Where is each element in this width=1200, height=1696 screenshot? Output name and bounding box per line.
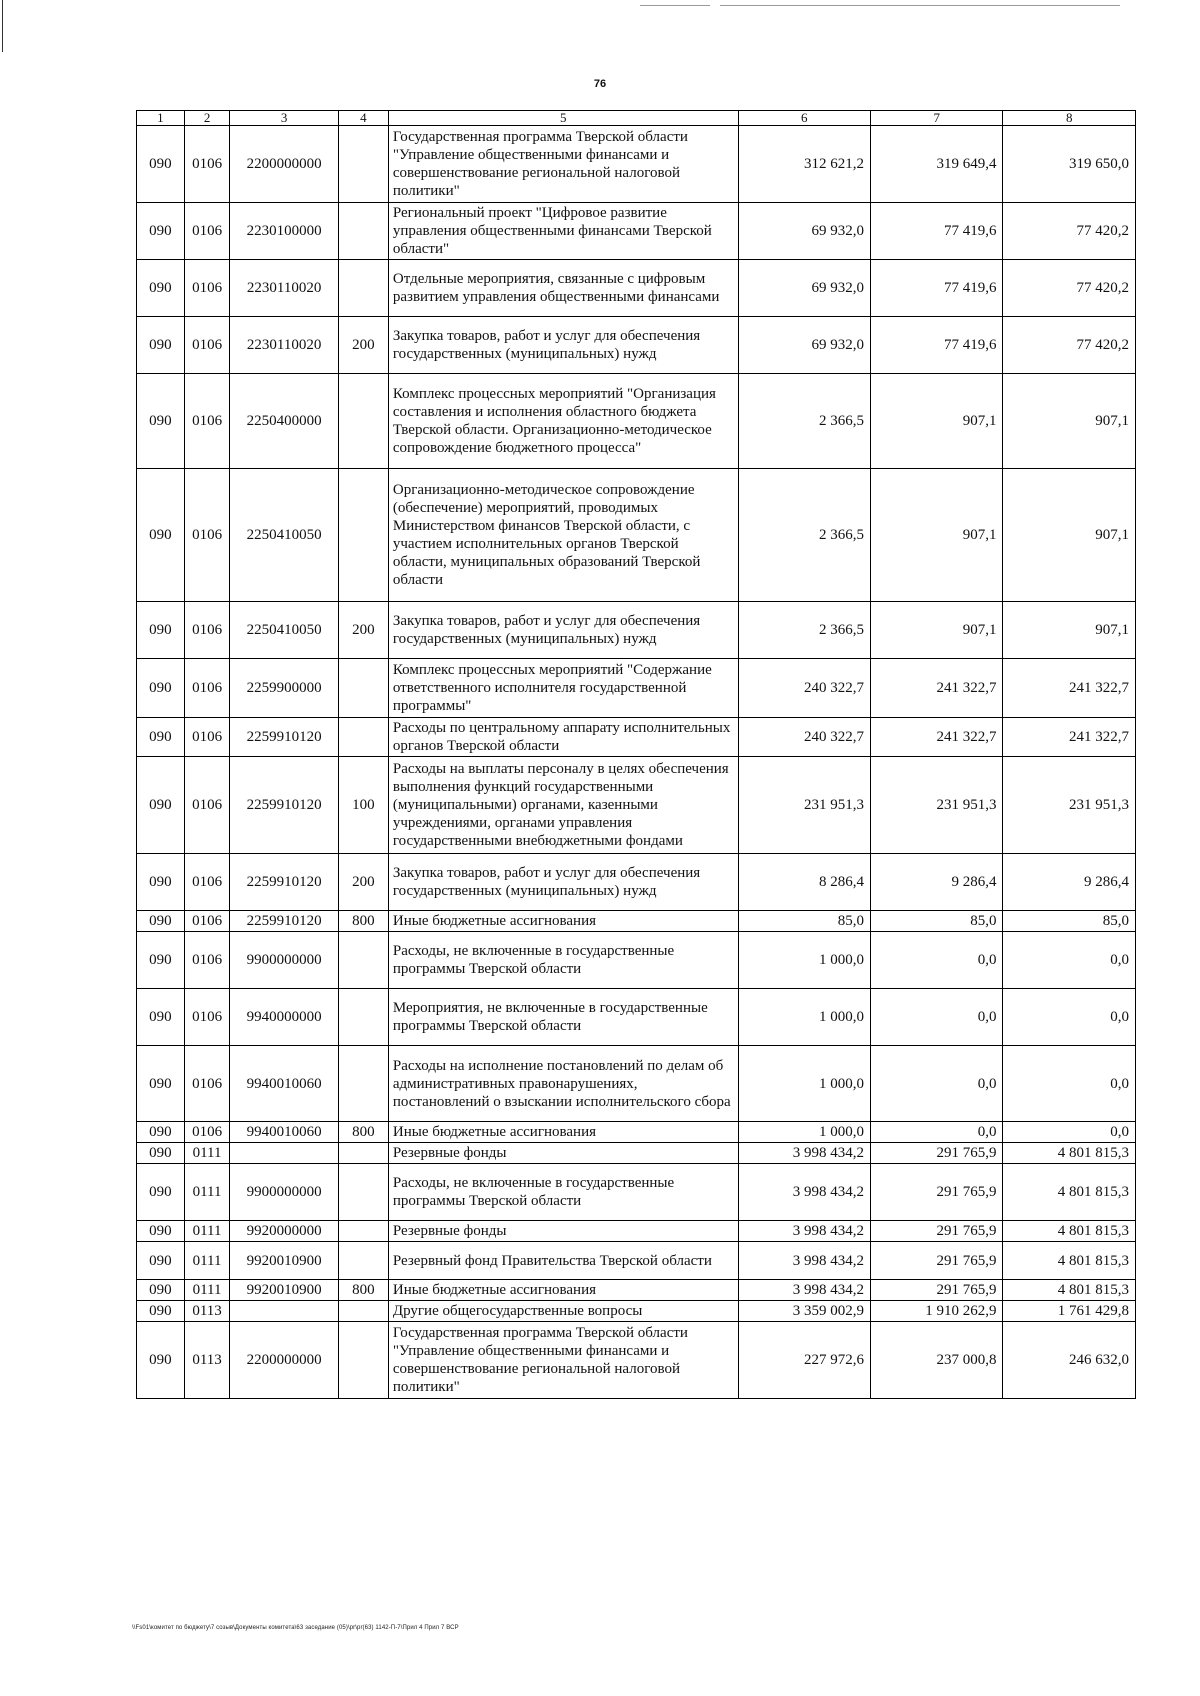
column-header: 6 [738, 111, 870, 126]
expense-type-cell [338, 469, 388, 602]
section-code-cell: 0111 [184, 1143, 230, 1164]
page-number: 76 [593, 78, 607, 90]
target-article-cell: 9940000000 [230, 989, 339, 1046]
amount-year2-cell: 0,0 [870, 989, 1002, 1046]
amount-year3-cell: 4 801 815,3 [1003, 1221, 1136, 1242]
amount-year1-cell: 69 932,0 [738, 317, 870, 374]
amount-year3-cell: 907,1 [1003, 374, 1136, 469]
expense-name-cell: Закупка товаров, работ и услуг для обеспечения государственных (муниципальных) нужд [388, 854, 738, 911]
expense-name-cell: Расходы, не включенные в государственные программы Тверской области [388, 1164, 738, 1221]
amount-year2-cell: 77 419,6 [870, 260, 1002, 317]
amount-year3-cell: 231 951,3 [1003, 757, 1136, 854]
target-article-cell: 9940010060 [230, 1046, 339, 1122]
amount-year3-cell: 907,1 [1003, 469, 1136, 602]
expense-type-cell: 200 [338, 317, 388, 374]
section-code-cell: 0106 [184, 989, 230, 1046]
budget-table [136, 110, 1136, 1399]
amount-year3-cell: 4 801 815,3 [1003, 1164, 1136, 1221]
amount-year2-cell: 291 765,9 [870, 1143, 1002, 1164]
target-article-cell: 2200000000 [230, 1322, 339, 1399]
expense-type-cell [338, 1221, 388, 1242]
ved-code-cell: 090 [137, 1242, 185, 1280]
amount-year2-cell: 291 765,9 [870, 1242, 1002, 1280]
table-row [137, 1322, 1136, 1399]
target-article-cell: 2259910120 [230, 757, 339, 854]
amount-year2-cell: 241 322,7 [870, 659, 1002, 718]
table-row [137, 317, 1136, 374]
amount-year2-cell: 1 910 262,9 [870, 1301, 1002, 1322]
amount-year1-cell: 1 000,0 [738, 989, 870, 1046]
amount-year2-cell: 907,1 [870, 602, 1002, 659]
amount-year2-cell: 291 765,9 [870, 1221, 1002, 1242]
target-article-cell: 9920010900 [230, 1242, 339, 1280]
table-row [137, 260, 1136, 317]
expense-name-cell: Государственная программа Тверской области "Управление общественными финансами и совершенствование региональной налоговой политики" [388, 126, 738, 203]
amount-year2-cell: 237 000,8 [870, 1322, 1002, 1399]
expense-name-cell: Отдельные мероприятия, связанные с цифровым развитием управления общественными финансами [388, 260, 738, 317]
amount-year3-cell: 0,0 [1003, 932, 1136, 989]
table-row [137, 469, 1136, 602]
amount-year1-cell: 240 322,7 [738, 718, 870, 757]
table-row [137, 1242, 1136, 1280]
expense-name-cell: Иные бюджетные ассигнования [388, 911, 738, 932]
section-code-cell: 0111 [184, 1221, 230, 1242]
target-article-cell: 2230110020 [230, 260, 339, 317]
section-code-cell: 0106 [184, 659, 230, 718]
ved-code-cell: 090 [137, 126, 185, 203]
amount-year2-cell: 231 951,3 [870, 757, 1002, 854]
amount-year3-cell: 77 420,2 [1003, 317, 1136, 374]
amount-year2-cell: 291 765,9 [870, 1164, 1002, 1221]
amount-year3-cell: 0,0 [1003, 1046, 1136, 1122]
amount-year1-cell: 3 998 434,2 [738, 1242, 870, 1280]
table-row [137, 757, 1136, 854]
section-code-cell: 0106 [184, 126, 230, 203]
expense-name-cell: Резервный фонд Правительства Тверской области [388, 1242, 738, 1280]
expense-type-cell [338, 1322, 388, 1399]
amount-year3-cell: 0,0 [1003, 989, 1136, 1046]
expense-name-cell: Мероприятия, не включенные в государственные программы Тверской области [388, 989, 738, 1046]
expense-type-cell [338, 1301, 388, 1322]
expense-type-cell: 800 [338, 1280, 388, 1301]
ved-code-cell: 090 [137, 854, 185, 911]
table-row [137, 374, 1136, 469]
ved-code-cell: 090 [137, 374, 185, 469]
amount-year3-cell: 1 761 429,8 [1003, 1301, 1136, 1322]
table-row [137, 1221, 1136, 1242]
expense-type-cell: 200 [338, 854, 388, 911]
amount-year1-cell: 3 359 002,9 [738, 1301, 870, 1322]
column-header: 2 [184, 111, 230, 126]
target-article-cell: 9900000000 [230, 1164, 339, 1221]
ved-code-cell: 090 [137, 602, 185, 659]
amount-year3-cell: 319 650,0 [1003, 126, 1136, 203]
table-row [137, 1122, 1136, 1143]
amount-year2-cell: 9 286,4 [870, 854, 1002, 911]
amount-year2-cell: 241 322,7 [870, 718, 1002, 757]
section-code-cell: 0111 [184, 1164, 230, 1221]
section-code-cell: 0106 [184, 932, 230, 989]
ved-code-cell: 090 [137, 718, 185, 757]
expense-type-cell [338, 718, 388, 757]
target-article-cell: 9920000000 [230, 1221, 339, 1242]
target-article-cell [230, 1143, 339, 1164]
table-header-row [137, 111, 1136, 126]
target-article-cell: 9900000000 [230, 932, 339, 989]
amount-year3-cell: 246 632,0 [1003, 1322, 1136, 1399]
expense-type-cell [338, 1164, 388, 1221]
section-code-cell: 0106 [184, 260, 230, 317]
table-row [137, 602, 1136, 659]
amount-year1-cell: 1 000,0 [738, 932, 870, 989]
expense-name-cell: Расходы на исполнение постановлений по делам об административных правонарушениях, постановлений о взыскании исполнительского сбора [388, 1046, 738, 1122]
table-row [137, 1046, 1136, 1122]
ved-code-cell: 090 [137, 1301, 185, 1322]
target-article-cell: 2230110020 [230, 317, 339, 374]
expense-type-cell [338, 989, 388, 1046]
section-code-cell: 0106 [184, 203, 230, 260]
expense-name-cell: Расходы по центральному аппарату исполнительных органов Тверской области [388, 718, 738, 757]
amount-year2-cell: 0,0 [870, 1122, 1002, 1143]
ved-code-cell: 090 [137, 911, 185, 932]
table-row [137, 911, 1136, 932]
column-header: 7 [870, 111, 1002, 126]
expense-name-cell: Резервные фонды [388, 1143, 738, 1164]
amount-year1-cell: 2 366,5 [738, 469, 870, 602]
section-code-cell: 0111 [184, 1280, 230, 1301]
target-article-cell: 2259910120 [230, 854, 339, 911]
expense-name-cell: Закупка товаров, работ и услуг для обеспечения государственных (муниципальных) нужд [388, 602, 738, 659]
ved-code-cell: 090 [137, 1122, 185, 1143]
target-article-cell: 2259900000 [230, 659, 339, 718]
amount-year1-cell: 3 998 434,2 [738, 1280, 870, 1301]
amount-year3-cell: 4 801 815,3 [1003, 1280, 1136, 1301]
target-article-cell: 2259910120 [230, 718, 339, 757]
expense-name-cell: Иные бюджетные ассигнования [388, 1122, 738, 1143]
amount-year2-cell: 319 649,4 [870, 126, 1002, 203]
table-row [137, 718, 1136, 757]
amount-year3-cell: 77 420,2 [1003, 260, 1136, 317]
ved-code-cell: 090 [137, 1046, 185, 1122]
ved-code-cell: 090 [137, 203, 185, 260]
amount-year2-cell: 0,0 [870, 1046, 1002, 1122]
ved-code-cell: 090 [137, 1221, 185, 1242]
expense-type-cell [338, 1046, 388, 1122]
ved-code-cell: 090 [137, 1164, 185, 1221]
scan-artifact-line [640, 5, 710, 6]
amount-year1-cell: 85,0 [738, 911, 870, 932]
expense-type-cell [338, 932, 388, 989]
section-code-cell: 0106 [184, 374, 230, 469]
amount-year3-cell: 77 420,2 [1003, 203, 1136, 260]
column-header: 3 [230, 111, 339, 126]
amount-year3-cell: 241 322,7 [1003, 659, 1136, 718]
amount-year3-cell: 85,0 [1003, 911, 1136, 932]
amount-year1-cell: 3 998 434,2 [738, 1143, 870, 1164]
expense-name-cell: Комплекс процессных мероприятий "Организация составления и исполнения областного бюджета Тверской области. Организационно-методическое сопровождение бюджетного процесса" [388, 374, 738, 469]
section-code-cell: 0106 [184, 317, 230, 374]
section-code-cell: 0106 [184, 469, 230, 602]
section-code-cell: 0113 [184, 1322, 230, 1399]
expense-name-cell: Расходы, не включенные в государственные программы Тверской области [388, 932, 738, 989]
expense-type-cell [338, 126, 388, 203]
amount-year1-cell: 1 000,0 [738, 1122, 870, 1143]
expense-name-cell: Другие общегосударственные вопросы [388, 1301, 738, 1322]
table-row [137, 659, 1136, 718]
expense-type-cell: 100 [338, 757, 388, 854]
amount-year3-cell: 0,0 [1003, 1122, 1136, 1143]
ved-code-cell: 090 [137, 989, 185, 1046]
ved-code-cell: 090 [137, 469, 185, 602]
section-code-cell: 0106 [184, 718, 230, 757]
ved-code-cell: 090 [137, 1143, 185, 1164]
section-code-cell: 0106 [184, 1046, 230, 1122]
expense-name-cell: Расходы на выплаты персоналу в целях обеспечения выполнения функций государственными (муниципальными) органами, казенными учреждениями, органами управления государственными внебюджетными фондами [388, 757, 738, 854]
expense-type-cell: 200 [338, 602, 388, 659]
section-code-cell: 0106 [184, 854, 230, 911]
amount-year1-cell: 227 972,6 [738, 1322, 870, 1399]
section-code-cell: 0113 [184, 1301, 230, 1322]
ved-code-cell: 090 [137, 932, 185, 989]
target-article-cell [230, 1301, 339, 1322]
table-body [137, 126, 1136, 1399]
table-row [137, 1143, 1136, 1164]
ved-code-cell: 090 [137, 1280, 185, 1301]
target-article-cell: 2200000000 [230, 126, 339, 203]
expense-type-cell [338, 203, 388, 260]
ved-code-cell: 090 [137, 260, 185, 317]
table-row [137, 989, 1136, 1046]
ved-code-cell: 090 [137, 659, 185, 718]
column-header: 1 [137, 111, 185, 126]
section-code-cell: 0106 [184, 911, 230, 932]
amount-year2-cell: 907,1 [870, 469, 1002, 602]
table-row [137, 932, 1136, 989]
amount-year1-cell: 1 000,0 [738, 1046, 870, 1122]
expense-type-cell: 800 [338, 1122, 388, 1143]
amount-year1-cell: 8 286,4 [738, 854, 870, 911]
expense-name-cell: Региональный проект "Цифровое развитие управления общественными финансами Тверской области" [388, 203, 738, 260]
column-header: 4 [338, 111, 388, 126]
target-article-cell: 9920010900 [230, 1280, 339, 1301]
ved-code-cell: 090 [137, 1322, 185, 1399]
table-row [137, 126, 1136, 203]
amount-year1-cell: 3 998 434,2 [738, 1164, 870, 1221]
section-code-cell: 0106 [184, 1122, 230, 1143]
amount-year1-cell: 2 366,5 [738, 374, 870, 469]
amount-year3-cell: 4 801 815,3 [1003, 1242, 1136, 1280]
expense-name-cell: Комплекс процессных мероприятий "Содержание ответственного исполнителя государственной программы" [388, 659, 738, 718]
amount-year3-cell: 4 801 815,3 [1003, 1143, 1136, 1164]
table-row [137, 1164, 1136, 1221]
scan-artifact-line [720, 5, 1120, 6]
amount-year3-cell: 907,1 [1003, 602, 1136, 659]
amount-year1-cell: 3 998 434,2 [738, 1221, 870, 1242]
section-code-cell: 0106 [184, 602, 230, 659]
column-header: 8 [1003, 111, 1136, 126]
footer-file-path: \\Fs01\комитет по бюджету\7 созыв\Документы комитета\63 заседание (05)\pr\pr(63) 1142-П-7\Прил 4 Прил 7 ВСР [132, 1625, 459, 1631]
ved-code-cell: 090 [137, 317, 185, 374]
column-header: 5 [388, 111, 738, 126]
amount-year2-cell: 77 419,6 [870, 317, 1002, 374]
amount-year3-cell: 241 322,7 [1003, 718, 1136, 757]
amount-year2-cell: 907,1 [870, 374, 1002, 469]
amount-year1-cell: 69 932,0 [738, 260, 870, 317]
section-code-cell: 0106 [184, 757, 230, 854]
amount-year1-cell: 69 932,0 [738, 203, 870, 260]
expense-name-cell: Государственная программа Тверской области "Управление общественными финансами и совершенствование региональной налоговой политики" [388, 1322, 738, 1399]
target-article-cell: 9940010060 [230, 1122, 339, 1143]
expense-type-cell: 800 [338, 911, 388, 932]
expense-name-cell: Иные бюджетные ассигнования [388, 1280, 738, 1301]
section-code-cell: 0111 [184, 1242, 230, 1280]
table-row [137, 203, 1136, 260]
ved-code-cell: 090 [137, 757, 185, 854]
table-row [137, 854, 1136, 911]
target-article-cell: 2230100000 [230, 203, 339, 260]
table-row [137, 1301, 1136, 1322]
target-article-cell: 2250400000 [230, 374, 339, 469]
scan-edge-line [2, 0, 3, 52]
amount-year1-cell: 231 951,3 [738, 757, 870, 854]
target-article-cell: 2250410050 [230, 602, 339, 659]
amount-year1-cell: 240 322,7 [738, 659, 870, 718]
expense-name-cell: Резервные фонды [388, 1221, 738, 1242]
expense-type-cell [338, 1242, 388, 1280]
target-article-cell: 2250410050 [230, 469, 339, 602]
expense-type-cell [338, 1143, 388, 1164]
expense-name-cell: Закупка товаров, работ и услуг для обеспечения государственных (муниципальных) нужд [388, 317, 738, 374]
expense-type-cell [338, 659, 388, 718]
amount-year3-cell: 9 286,4 [1003, 854, 1136, 911]
expense-type-cell [338, 260, 388, 317]
amount-year2-cell: 77 419,6 [870, 203, 1002, 260]
amount-year2-cell: 0,0 [870, 932, 1002, 989]
table-row [137, 1280, 1136, 1301]
target-article-cell: 2259910120 [230, 911, 339, 932]
expense-type-cell [338, 374, 388, 469]
amount-year2-cell: 85,0 [870, 911, 1002, 932]
amount-year1-cell: 312 621,2 [738, 126, 870, 203]
amount-year1-cell: 2 366,5 [738, 602, 870, 659]
amount-year2-cell: 291 765,9 [870, 1280, 1002, 1301]
expense-name-cell: Организационно-методическое сопровождение (обеспечение) мероприятий, проводимых Министерством финансов Тверской области, с участием исполнительных органов Тверской области, муниципальных образований Тверской области [388, 469, 738, 602]
